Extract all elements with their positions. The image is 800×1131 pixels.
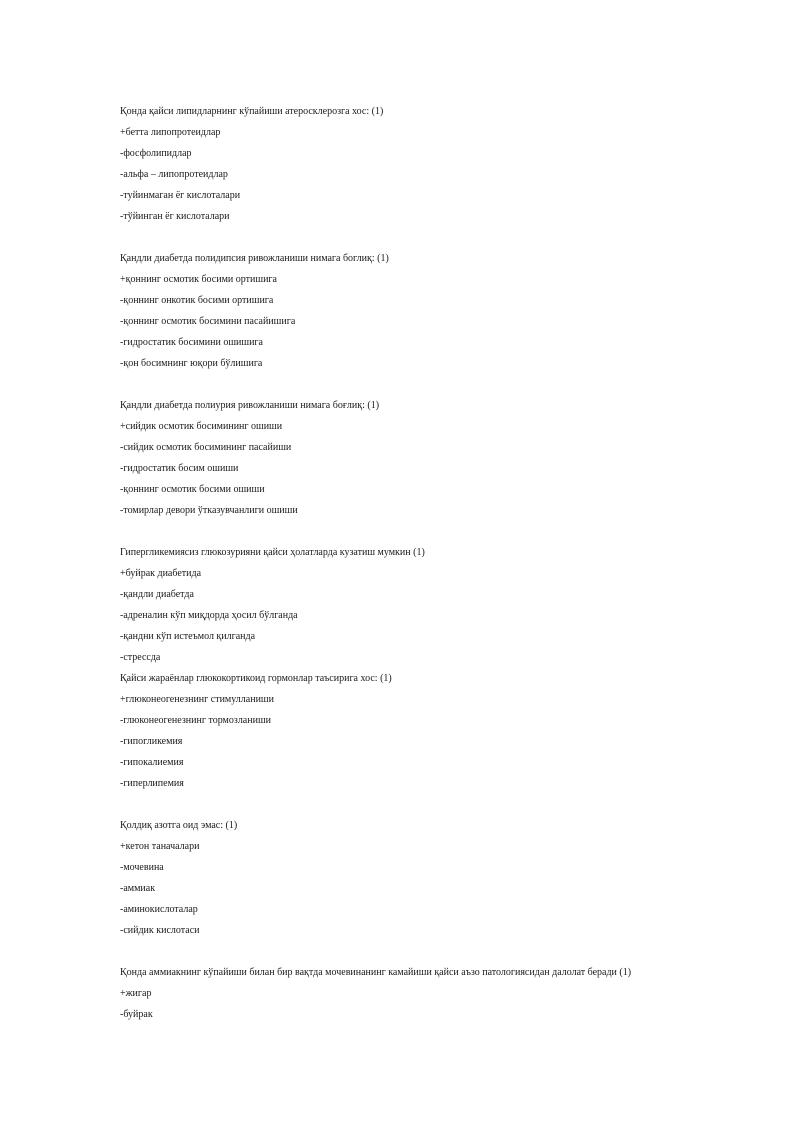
answer-option: -фосфолипидлар [120, 148, 192, 159]
answer-option-correct: +жигар [120, 988, 152, 999]
question-text: Гипергликемиясиз глюкозурияни қайси ҳолатларда кузатиш мумкин (1) [120, 547, 425, 558]
block-spacer [120, 946, 740, 967]
question-list [120, 106, 740, 1030]
answer-option: -сийдик осмотик босимининг пасайиши [120, 442, 292, 453]
answer-option: -гидростатик босим ошиши [120, 463, 239, 474]
answer-option: -альфа – липопротеидлар [120, 169, 228, 180]
answer-option-correct: +кетон таначалари [120, 841, 200, 852]
answer-option: -гидростатик босимини ошишига [120, 337, 263, 348]
answer-option: -буйрак [120, 1009, 153, 1020]
answer-option: -томирлар девори ўтказувчанлиги ошиши [120, 505, 298, 516]
question-text: Қонда аммиакнинг кўпайиши билан бир вақтда мочевинанинг камайиши қайси аъзо патологиясидан далолат беради (1) [120, 967, 632, 978]
block-spacer [120, 799, 740, 820]
answer-option-correct: +сийдик осмотик босимининг ошиши [120, 421, 283, 432]
question-block [120, 106, 740, 232]
block-spacer [120, 526, 740, 547]
answer-option-correct: +глюконеогенезнинг стимулланиши [120, 694, 274, 705]
answer-option-correct: +буйрак диабетида [120, 568, 202, 579]
answer-option: -адреналин кўп миқдорда ҳосил бўлганда [120, 610, 298, 621]
answer-option: -қон босимнинг юқори бўлишига [120, 358, 263, 369]
answer-option: -қоннинг осмотик босими ошиши [120, 484, 265, 495]
answer-option: -гипогликемия [120, 736, 183, 747]
answer-option: -мочевина [120, 862, 164, 873]
answer-option: -туйинмаган ёг кислоталари [120, 190, 241, 201]
answer-option: -гипокалиемия [120, 757, 184, 768]
question-block [120, 967, 740, 1030]
question-block [120, 820, 740, 946]
answer-option-correct: +қоннинг осмотик босими ортишига [120, 274, 277, 285]
answer-option: -стрессда [120, 652, 161, 663]
answer-option: -аминокислоталар [120, 904, 198, 915]
answer-option: -аммиак [120, 883, 156, 894]
block-spacer [120, 232, 740, 253]
answer-option: -глюконеогенезнинг тормозланиши [120, 715, 272, 726]
answer-option: -гиперлипемия [120, 778, 184, 789]
question-text: Қолдиқ азотга оид эмас: (1) [120, 820, 238, 831]
question-text: Қандли диабетда полидипсия ривожланиши нимага боглиқ: (1) [120, 253, 389, 264]
question-block [120, 253, 740, 379]
question-text: Қонда қайси липидларнинг кўпайиши атеросклерозга хос: (1) [120, 106, 384, 117]
question-text: Қандли диабетда полиурия ривожланиши нимага боғлиқ: (1) [120, 400, 380, 411]
answer-option: -сийдик кислотаси [120, 925, 200, 936]
block-spacer [120, 379, 740, 400]
question-text: Қайси жараёнлар глюкокортикоид гормонлар таъсирига хос: (1) [120, 673, 392, 684]
question-block [120, 673, 740, 799]
answer-option-correct: +бетта липопротеидлар [120, 127, 221, 138]
question-block [120, 400, 740, 526]
answer-option: -қоннинг онкотик босими ортишига [120, 295, 274, 306]
answer-option: -қандни кўп истеъмол қилганда [120, 631, 256, 642]
question-block [120, 547, 740, 673]
answer-option: -қоннинг осмотик босимини пасайишига [120, 316, 296, 327]
answer-option: -тўйинган ёг кислоталари [120, 211, 230, 222]
answer-option: -қандли диабетда [120, 589, 194, 600]
